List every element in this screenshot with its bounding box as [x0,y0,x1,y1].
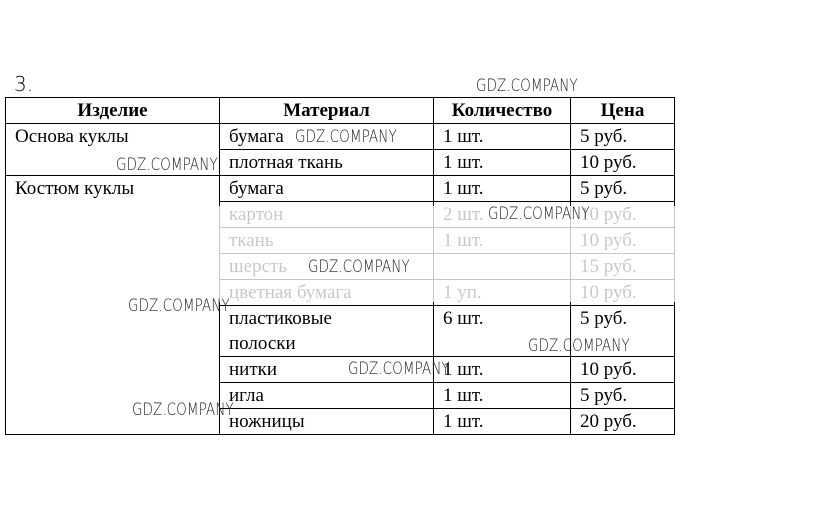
watermark: GDZ.COMPANY [132,400,234,420]
quantity-cell: 1 шт. [434,383,571,409]
price-cell: 5 руб. [571,124,675,150]
watermark: GDZ.COMPANY [128,296,230,316]
price-cell: 10 руб. [571,357,675,383]
quantity-cell: 1 шт. [434,357,571,383]
header-item: Изделие [6,98,220,124]
scan-fade-band [215,206,680,302]
item-cell: Основа куклы [6,124,220,176]
table-row [6,176,675,202]
quantity-cell: 1 шт. [434,409,571,435]
material-cell: бумага [220,176,434,202]
item-cell: Костюм куклы [6,176,220,435]
task-number: 3. [14,72,34,96]
watermark: GDZ.COMPANY [476,76,578,96]
price-cell: 5 руб. [571,176,675,202]
watermark: GDZ.COMPANY [295,127,397,147]
watermark: GDZ.COMPANY [348,359,450,379]
watermark: GDZ.COMPANY [116,155,218,175]
material-cell: игла [220,383,434,409]
header-price: Цена [571,98,675,124]
watermark: GDZ.COMPANY [488,204,590,224]
header-quantity: Количество [434,98,571,124]
watermark: GDZ.COMPANY [528,336,630,356]
price-cell: 5 руб. [571,306,675,357]
table-header-row [6,98,675,124]
material-cell: ножницы [220,409,434,435]
quantity-cell: 6 шт. [434,306,571,357]
material-cell: плотная ткань [220,150,434,176]
price-cell: 5 руб. [571,383,675,409]
material-cell: бумага [220,124,434,150]
quantity-cell: 1 шт. [434,150,571,176]
header-material: Материал [220,98,434,124]
material-cell: нитки [220,357,434,383]
price-cell: 10 руб. [571,150,675,176]
quantity-cell: 1 шт. [434,124,571,150]
watermark: GDZ.COMPANY [308,257,410,277]
material-cell: пластиковые полоски [220,306,434,357]
quantity-cell: 1 шт. [434,176,571,202]
price-cell: 20 руб. [571,409,675,435]
